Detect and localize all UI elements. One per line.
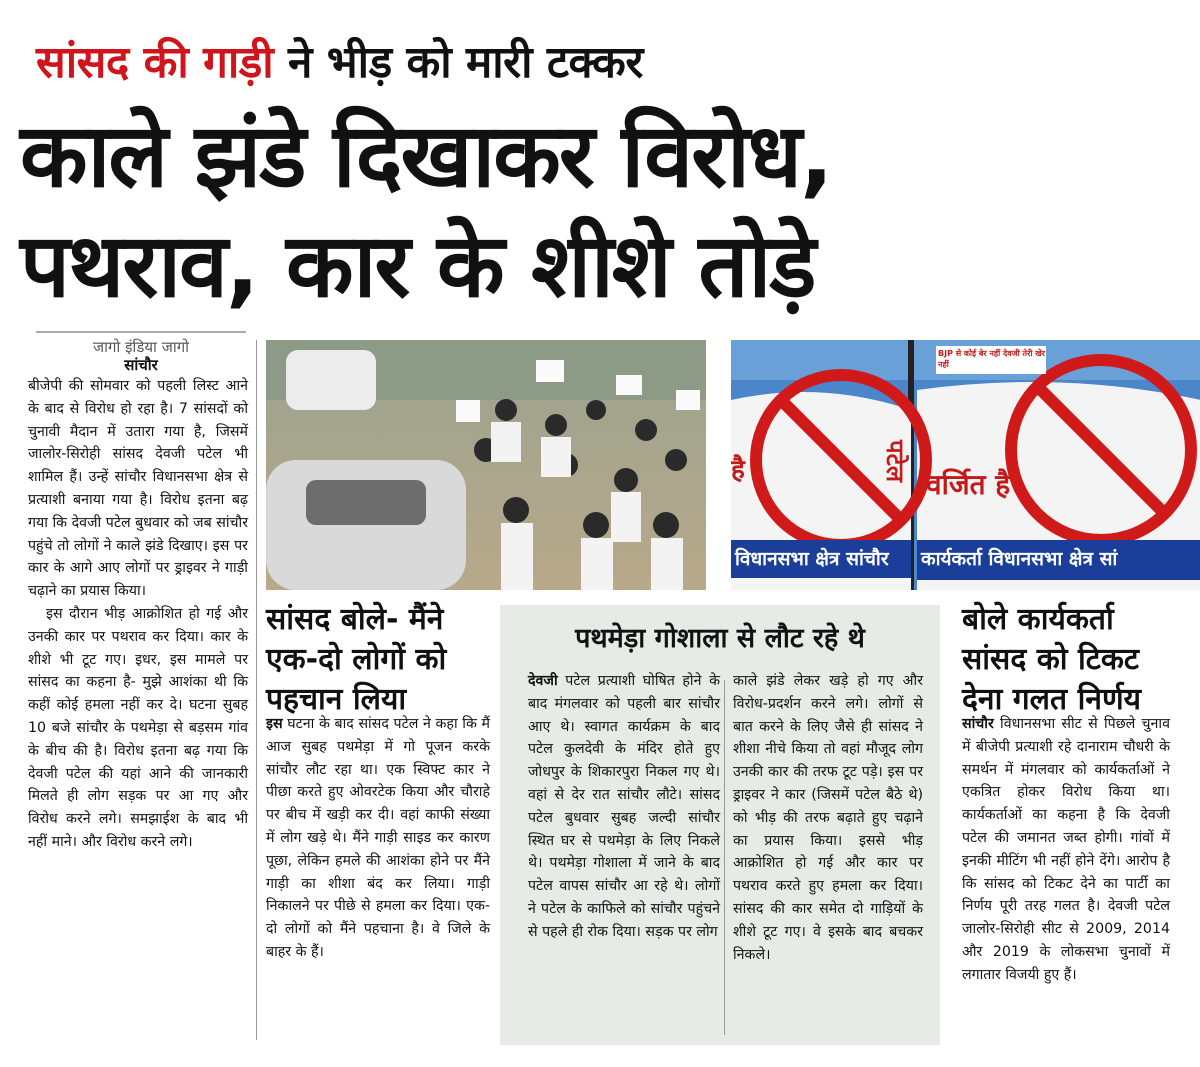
- sign-banned-text: वर्जित है: [926, 468, 1011, 501]
- sign-bottom-right: कार्यकर्ता विधानसभा क्षेत्र सां: [921, 548, 1118, 570]
- box-right-article: [733, 670, 923, 966]
- column-rule-1: [256, 340, 257, 1040]
- left-para-2: इस दौरान भीड़ आक्रोशित हो गई और उनकी कार पर पथराव कर दिया। कार के शीशे भी टूट गए। इधर, इस मामले पर सांसद का कहना है- मुझे आशंका थी कि कहीं कोई हमला नहीं कर दे। घटना सुबह 10 बजे सांचौर के पथमेड़ा से बड़सम गांव के बीच की है। विरोध इतना बढ़ गया कि देवजी पटेल की यहां आने की जानकारी मिलते ही लोग सड़क पर आ गए और विरोध करने लगे। समझाईश के बाद भी नहीं माने। और विरोध करने लगे।: [28, 605, 248, 850]
- col4-text: विधानसभा सीट से पिछले चुनाव में बीजेपी प्रत्याशी रहे दानाराम चौधरी के समर्थन में मंगलवार को कार्यकर्ताओं ने एकत्रित होकर विरोध किया था। कार्यकर्ताओं का कहना है कि देवजी पटेल की जमानत जब्त होगी। गांवों में इनकी मीटिंग भी नहीं होने देंगे। आरोप है कि सांसद को टिकट देने का पार्टी का निर्णय पूरी तरह गलत है। देवजी पटेल जालोर-सिरोही सीट से 2009, 2014 और 2019 के लोकसभा चुनावों में लगातार विजयी हुए हैं।: [962, 716, 1170, 983]
- sign-top-text: BJP से कोई बेर नहीं देवजी तेरी खेर नहीं: [938, 349, 1046, 369]
- headline-line2: पथराव, कार के शीशे तोड़े: [20, 214, 815, 317]
- left-article: [28, 375, 248, 854]
- sign-name-text: पटेल: [881, 440, 909, 482]
- box-title: पथमेड़ा गोशाला से लौट रहे थे: [575, 623, 865, 654]
- crowd-photo-illustration: [266, 340, 706, 590]
- photo-protest-banners: [731, 340, 1200, 590]
- col2-article: [266, 713, 490, 964]
- col4-lead: सांचौर: [962, 716, 994, 732]
- kicker-black: ने भीड़ को मारी टक्कर: [288, 37, 643, 88]
- sign-bottom-left: विधानसभा क्षेत्र सांचौर: [735, 548, 889, 570]
- col2-text: घटना के बाद सांसद पटेल ने कहा कि मैं आज सुबह पथमेड़ा में गो पूजन करके सांचौर लौट रहा था। एक स्विफ्ट कार ने पीछा करते हुए ओवरटेक किया और चौराहे पर बीच में खड़ी कर दी। वहां काफी संख्या में लोग खड़े थे। मैंने गाड़ी साइड कर कारण पूछा, लेकिन हमले की आशंका होने पर मैंने गाड़ी का शीशा बंद कर लिया। गाड़ी निकालने पर पीछे से हमला कर दिया। एक-दो लोगों को मैंने पहचाना है। वे जिले के बाहर के हैं।: [266, 716, 490, 960]
- photo-crowd-protest: [266, 340, 706, 590]
- box-right-text: काले झंडे लेकर खड़े हो गए और विरोध-प्रदर्शन करने लगे। लोगों से बात करने के लिए जैसे ही सांसद ने शीशा नीचे किया तो वहां मौजूद लोग उनकी कार की तरफ टूट पड़े। इस पर ड्राइवर ने कार (जिसमें पटेल बैठे थे) को भीड़ की तरफ बढ़ाते हुए चढ़ाने का प्रयास किया। इससे भीड़ आक्रोशित हो गई और कार पर पथराव करते हुए हमला कर दिया। सांसद की कार समेत दो गाड़ियों के शीशे टूट गए। वे इसके बाद बचकर निकले।: [733, 673, 923, 963]
- headline-line1: काले झंडे दिखाकर विरोध,: [20, 104, 832, 207]
- col2-lead: इस: [266, 716, 283, 732]
- kicker: [36, 30, 643, 90]
- col4-article: [962, 713, 1170, 987]
- box-rule: [724, 680, 725, 1035]
- col4-title: बोले कार्यकर्ता सांसद को टिकट देना गलत निर्णय: [962, 602, 1142, 717]
- box-lead: देवजी: [528, 673, 558, 689]
- left-para-1: बीजेपी की सोमवार को पहली लिस्ट आने के बाद से विरोध हो रहा है। 7 सांसदों को चुनावी मैदान में उतारा गया है, जिसमें जालोर-सिरोही सांसद देवजी पटेल भी शामिल हैं। उन्हें सांचौर विधानसभा क्षेत्र से प्रत्याशी बनाया गया है। विरोध इतना बढ़ गया कि देवजी पटेल बुधवार को जब सांचौर पहुंचे तो लोगों ने काले झंडे दिखाए। इस पर कार के आगे आए लोगों पर ड्राइवर ने गाड़ी चढ़ाने का प्रयास किया।: [28, 378, 248, 600]
- dateline: सांचौर: [124, 356, 158, 374]
- byline: जागो इंडिया जागो: [36, 331, 246, 357]
- kicker-red: सांसद की गाड़ी: [36, 37, 274, 88]
- box-left-text: पटेल प्रत्याशी घोषित होने के बाद मंगलवार को पहली बार सांचौर आए थे। स्वागत कार्यक्रम के बाद पटेल कुलदेवी के मंदिर होते हुए जोधपुर के शिकारपुरा निकल गए थे। वहां से देर रात सांचौर लौटे। सांसद पटेल बुधवार सुबह जल्दी सांचौर स्थित घर से पथमेड़ा के लिए निकले थे। पथमेड़ा गोशाला में जाने के बाद पटेल वापस सांचौर आ रहे थे। लोगों ने पटेल के काफिले को सांचौर पहुंचने से पहले ही रोक दिया। सड़क पर लोग: [528, 673, 721, 940]
- col2-title: सांसद बोले- मैंने एक-दो लोगों को पहचान लिया: [266, 602, 447, 717]
- box-left-article: [528, 670, 720, 944]
- sign-word-text: है: [731, 455, 745, 485]
